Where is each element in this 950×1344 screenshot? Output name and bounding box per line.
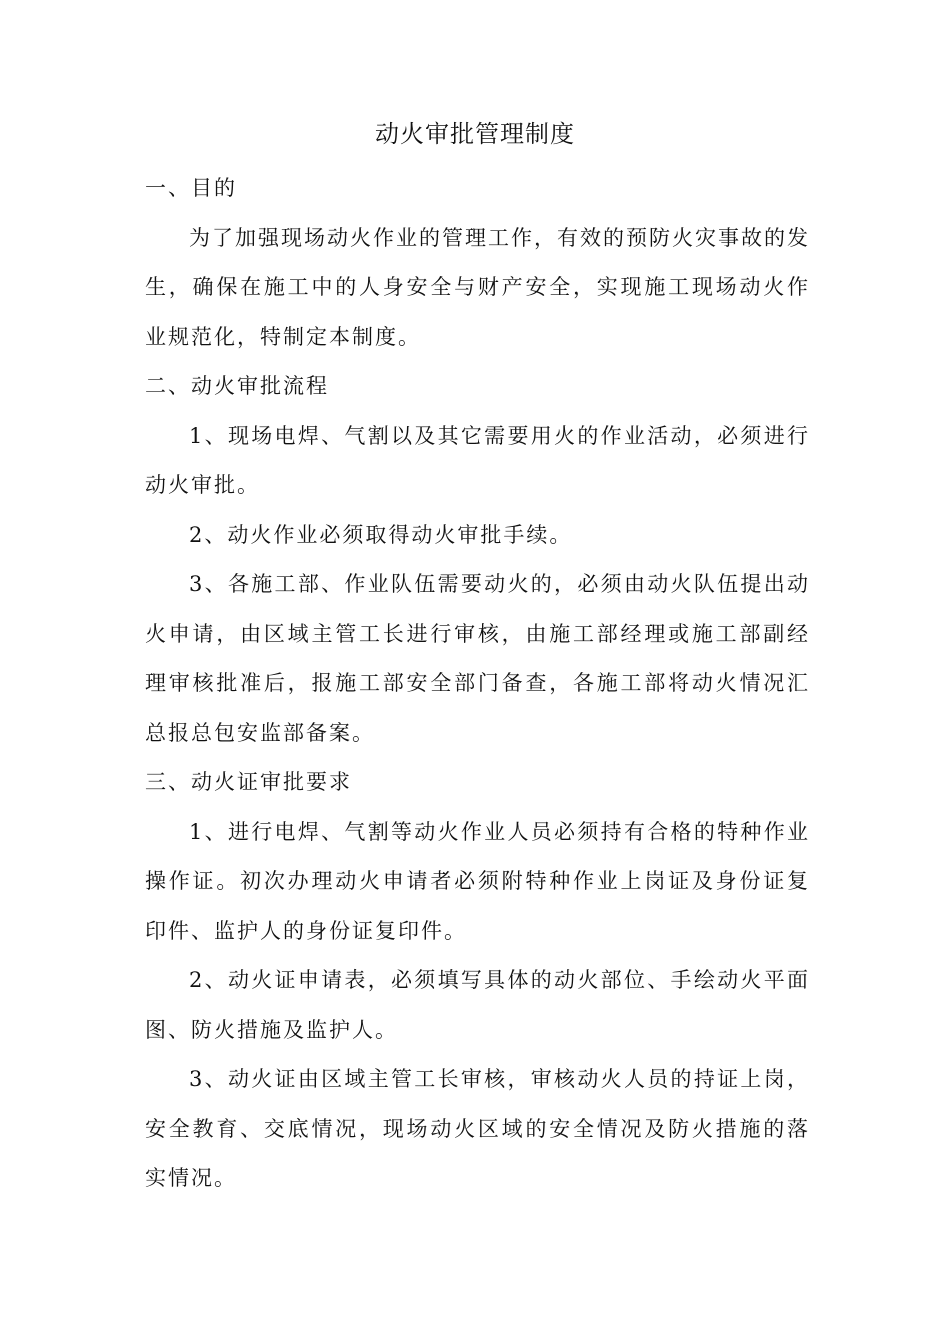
paragraph-process-item-3: 3、各施工部、作业队伍需要动火的，必须由动火队伍提出动火申请，由区域主管工长进行审核，由施工部经理或施工部副经理审核批准后，报施工部安全部门备查，各施工部将动火情况汇总报总包安监部备案。 [145, 572, 810, 745]
paragraph-purpose: 为了加强现场动火作业的管理工作，有效的预防火灾事故的发生，确保在施工中的人身安全与财产安全，实现施工现场动火作业规范化，特制定本制度。 [145, 225, 810, 349]
section-heading-permit-requirements: 三、动火证审批要求 [145, 770, 352, 794]
paragraph-requirement-item-3: 3、动火证由区域主管工长审核，审核动火人员的持证上岗，安全教育、交底情况，现场动火区域的安全情况及防火措施的落实情况。 [145, 1067, 810, 1190]
document-body [145, 164, 810, 1204]
section-heading-approval-process: 二、动火审批流程 [145, 374, 329, 398]
paragraph-process-item-2: 2、动火作业必须取得动火审批手续。 [189, 522, 573, 547]
paragraph-process-item-1: 1、现场电焊、气割以及其它需要用火的作业活动，必须进行动火审批。 [145, 423, 810, 497]
section-heading-purpose: 一、目的 [145, 176, 237, 200]
document-title: 动火审批管理制度 [375, 120, 575, 148]
paragraph-requirement-item-1: 1、进行电焊、气割等动火作业人员必须持有合格的特种作业操作证。初次办理动火申请者必须附特种作业上岗证及身份证复印件、监护人的身份证复印件。 [145, 819, 810, 943]
paragraph-requirement-item-2: 2、动火证申请表，必须填写具体的动火部位、手绘动火平面图、防火措施及监护人。 [145, 968, 810, 1042]
